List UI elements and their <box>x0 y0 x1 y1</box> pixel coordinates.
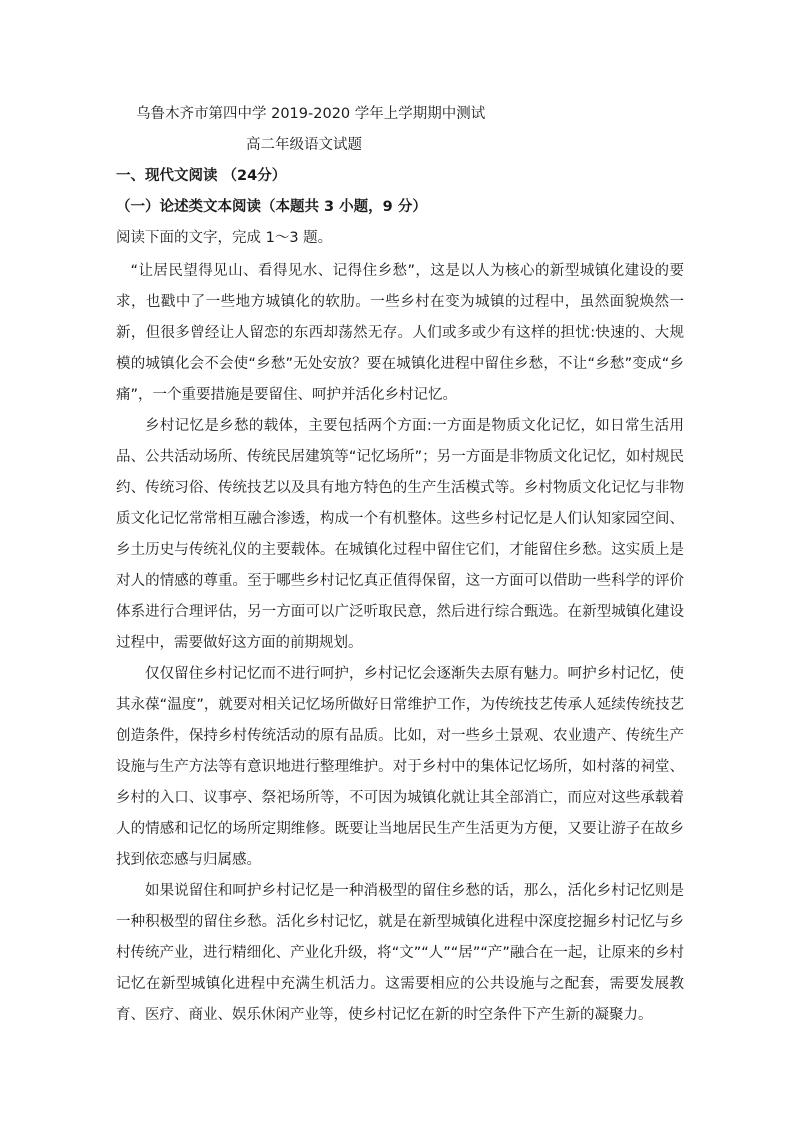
school-title: 乌鲁木齐市第四中学 2019-2020 学年上学期期中测试 <box>136 106 486 122</box>
exam-title: 高二年级语文试题 <box>246 137 362 153</box>
article-paragraph: 仅仅留住乡村记忆而不进行呵护，乡村记忆会逐渐失去原有魅力。呵护乡村记忆，使其永葆“温度”，就要对相关记忆场所做好日常维护工作，为传统技艺传承人延续传统技艺创造条件，保持乡村传统活动的原有品质。比如，对一些乡土景观、农业遗产、传统生产设施与生产方法等有意识地进行整理维护。对于乡村中的集体记忆场所，如村落的祠堂、乡村的入口、议事亭、祭祀场所等，不可因为城镇化就让其全部消亡，而应对这些承载着人的情感和记忆的场所定期维修。既要让当地居民生产生活更为方便，又要让游子在故乡找到依恋感与归属感。 <box>116 666 684 868</box>
article-paragraph: 如果说留住和呵护乡村记忆是一种消极型的留住乡愁的话，那么，活化乡村记忆则是一种积极型的留住乡愁。活化乡村记忆，就是在新型城镇化进程中深度挖掘乡村记忆与乡村传统产业，进行精细化、产业化升级，将“文”“人”“居”“产”融合在一起，让原来的乡村记忆在新型城镇化进程中充满生机活力。这需要相应的公共设施与之配套，需要发展教育、医疗、商业、娱乐休闲产业等，使乡村记忆在新的时空条件下产生新的凝聚力。 <box>116 883 684 1023</box>
section-heading: 一、现代文阅读 （24分） <box>116 168 287 184</box>
article-paragraph: “让居民望得见山、看得见水、记得住乡愁”，这是以人为核心的新型城镇化建设的要求，也戳中了一些地方城镇化的软肋。一些乡村在变为城镇的过程中，虽然面貌焕然一新，但很多曾经让人留恋的东西却荡然无存。人们或多或少有这样的担忧:快速的、大规模的城镇化会不会使“乡愁”无处安放？要在城镇化进程中留住乡愁，不让“乡愁”变成“乡痛”，一个重要措施是要留住、呵护并活化乡村记忆。 <box>116 263 684 403</box>
reading-instruction: 阅读下面的文字，完成 1～3 题。 <box>116 230 333 246</box>
sub-heading: （一）论述类文本阅读（本题共 3 小题，9 分） <box>116 199 427 215</box>
reading-article <box>116 256 684 1031</box>
article-paragraph: 乡村记忆是乡愁的载体，主要包括两个方面:一方面是物质文化记忆，如日常生活用品、公共活动场所、传统民居建筑等“记忆场所”；另一方面是非物质文化记忆，如村规民约、传统习俗、传统技艺以及具有地方特色的生产生活模式等。乡村物质文化记忆与非物质文化记忆常常相互融合渗透，构成一个有机整体。这些乡村记忆是人们认知家园空间、乡土历史与传统礼仪的主要载体。在城镇化过程中留住它们，才能留住乡愁。这实质上是对人的情感的尊重。至于哪些乡村记忆真正值得保留，这一方面可以借助一些科学的评价体系进行合理评估，另一方面可以广泛听取民意，然后进行综合甄选。在新型城镇化建设过程中，需要做好这方面的前期规划。 <box>116 418 684 651</box>
